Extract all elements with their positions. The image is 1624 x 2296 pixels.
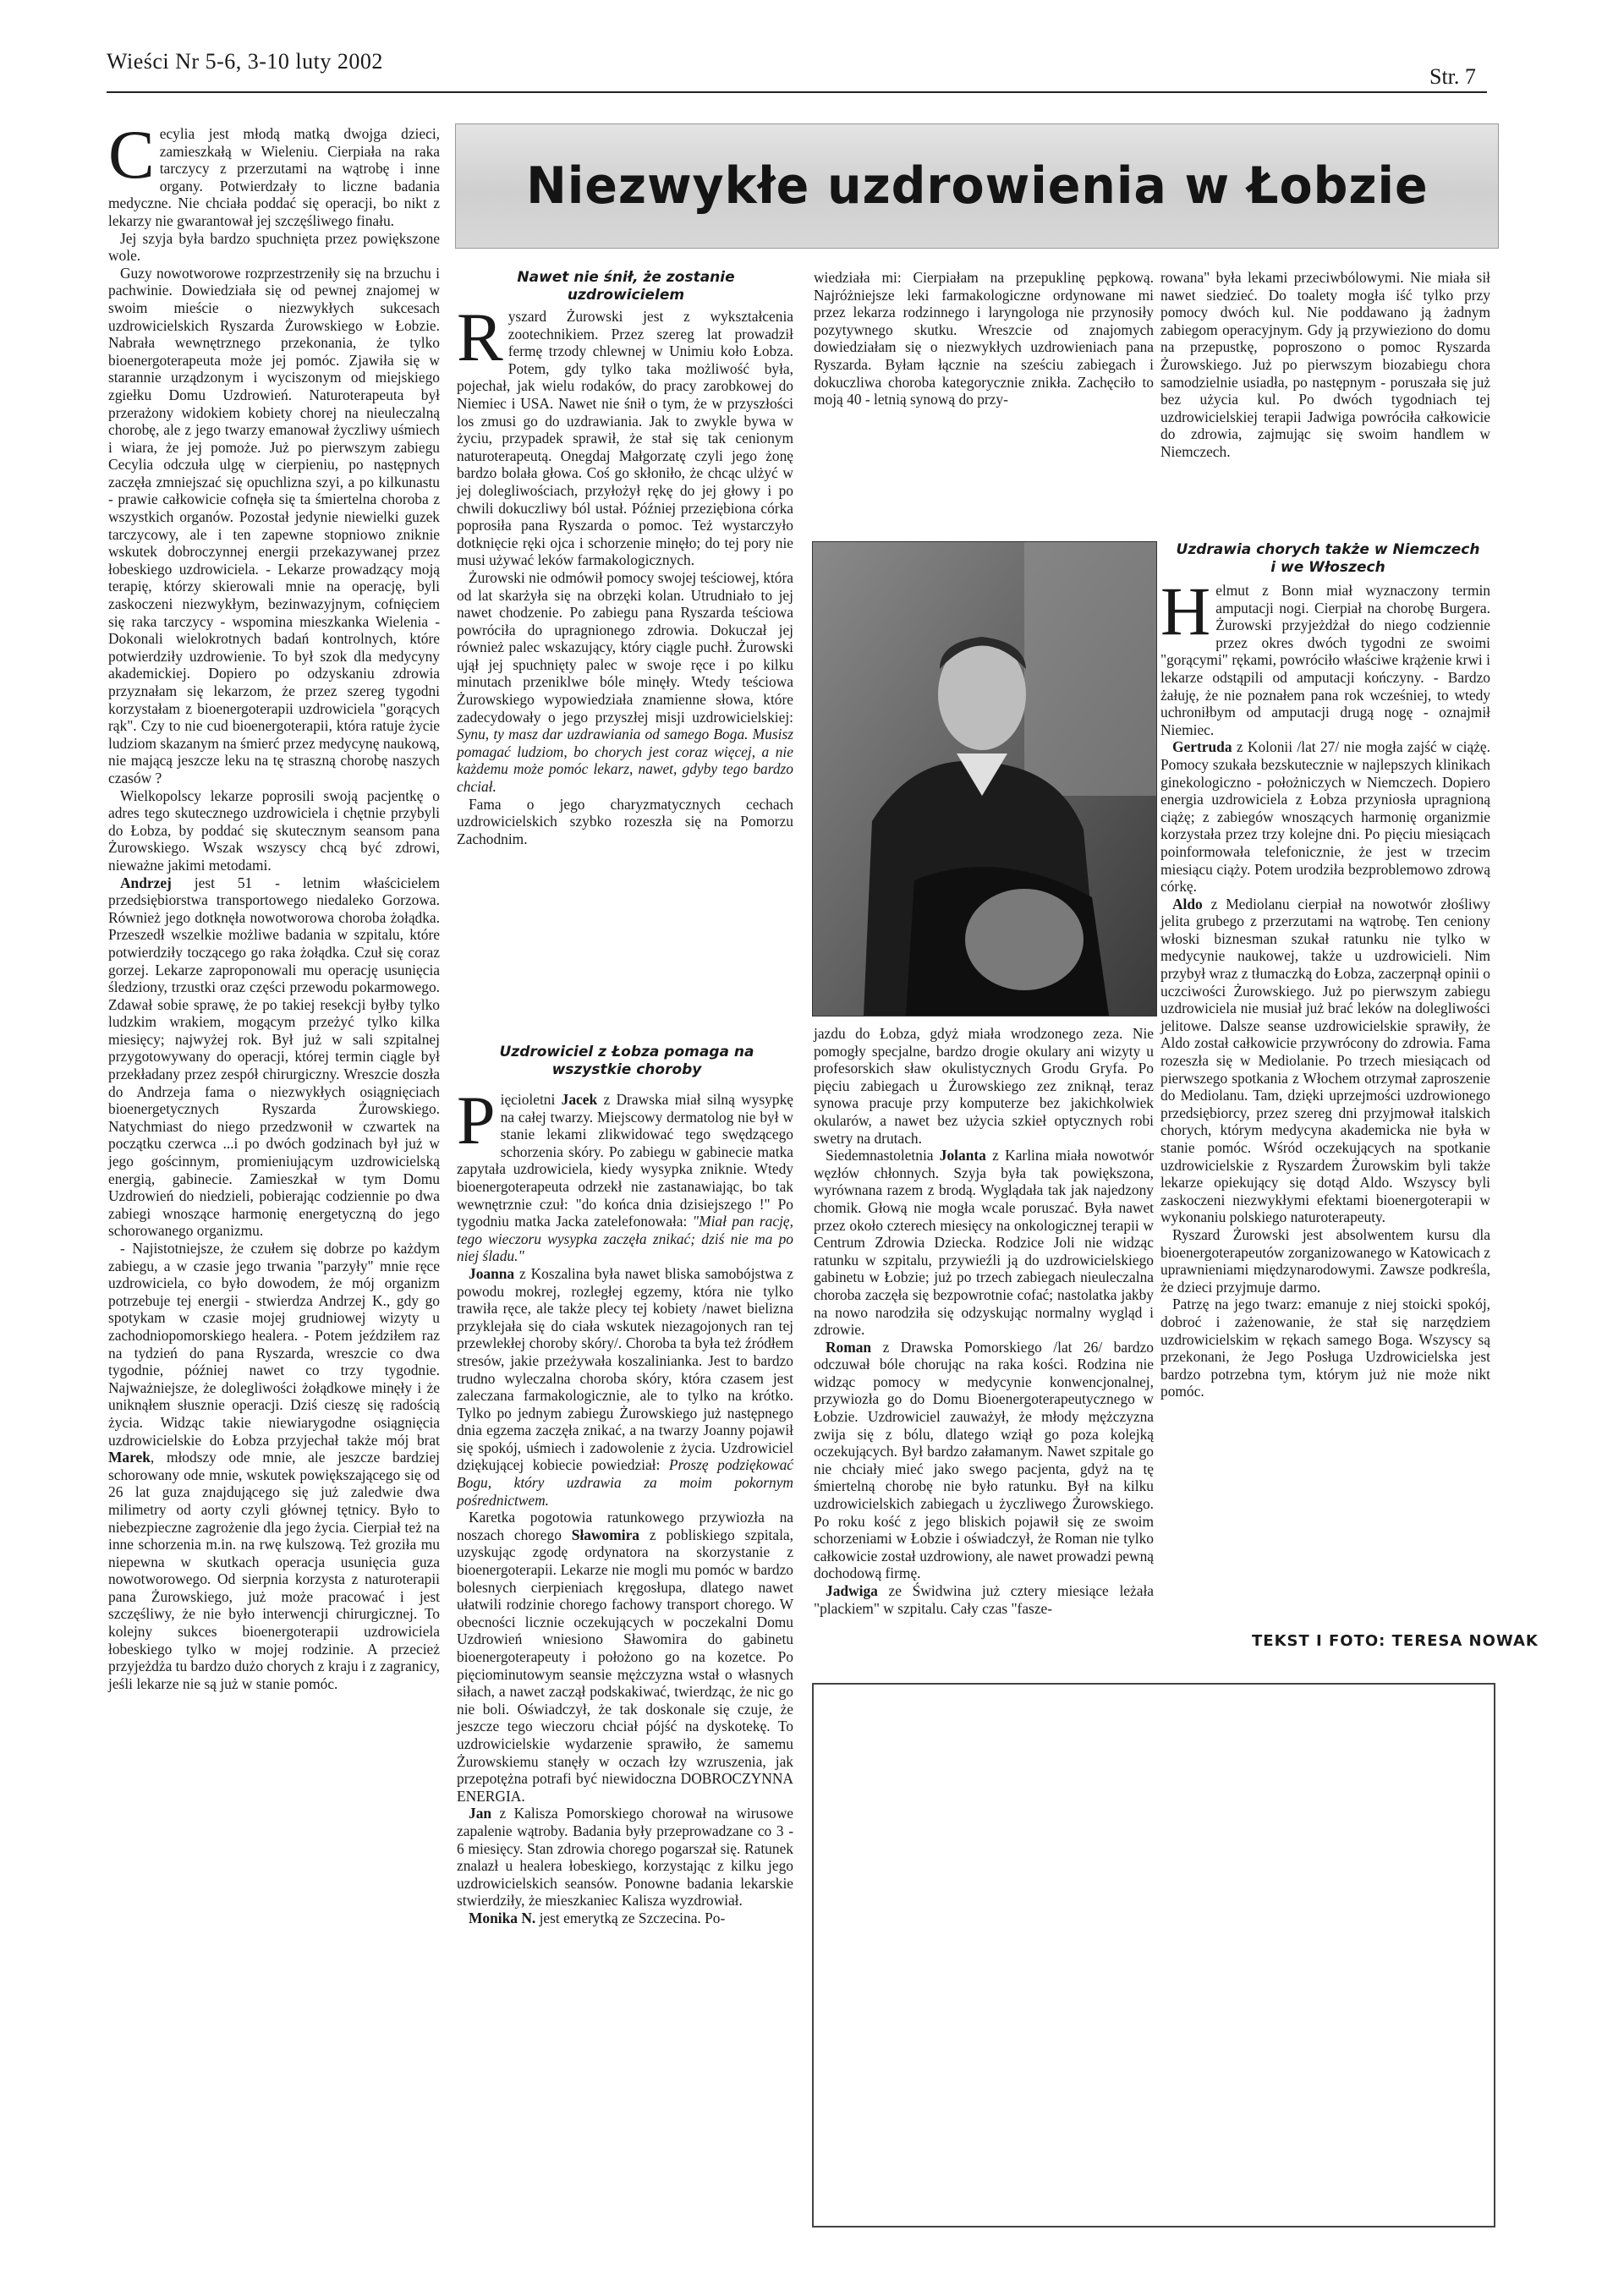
- col3-para-jolanta: [814, 1147, 1154, 1339]
- person-name: Roman: [826, 1338, 872, 1356]
- drop-cap: C: [108, 116, 155, 193]
- col2-p4a: ięcioletni: [500, 1091, 562, 1108]
- col4-p5: Ryszard Żurowski jest absolwentem kursu dla bioenergoterapeutów zorganizowanego w Katowicach z uprawnieniami międzynarodowymi. Zawsze podkreśla, że dzieci przyjmuje darmo.: [1160, 1225, 1490, 1296]
- subhead-2: Uzdrowiciel z Łobza pomaga na wszystkie choroby: [499, 1044, 754, 1078]
- col3-para-roman: [814, 1339, 1154, 1582]
- col4-p2: elmut z Bonn miał wyznaczony termin amputacji nogi. Cierpiał na chorobę Burgera. Żurowski przyjeżdżał do niego codziennie przez okres dwóch tygodni ze swoimi "gorącymi" rękami, powróciło właściwe krążenie krwi i lekarze odstąpili od amputacji kończyny. - Bardzo żałuję, że nie poznałem pana rok wcześniej, to wtedy uchroniłbym od amputacji drugą nogę - oznajmił Niemiec.: [1160, 582, 1490, 738]
- col1-p3: Guzy nowotworowe rozprzestrzeniły się na brzuchu i pachwinie. Dowiedziała się od pewnej znajomej w swoim mieście o niezwykłych sukcesach uzdrowicielskich Ryszarda Żurowskiego w Łobzie. Nabrała wewnętrznego przekonania, że tylko bioenergoterapeuta może jej pomóc. Zjawiła się w starannie urządzonym i wyciszonym od miejskiego zgiełku Domu Uzdrowień. Naturoterapeuta był przerażony widokiem kobiety chorej na nieuleczalną chorobę, ale z jego twarzy emanował życzliwy uśmiech i wiara, że jej pomoże. Już po pierwszym zabiegu Cecylia odczuła ulgę w cierpieniu, po następnych zaczęła zmniejszać się opuchlizna szyi, a po kilkunastu - prawie całkowicie cofnęła się ta śmiertelna choroba z wszystkich organów. Pozostał jedynie niewielki guzek tarczycowy, ale i ten zapewne stopniowo zniknie wskutek dobroczynnej energii przekazywanej przez łobeskiego uzdrowiciela. - Lekarze prowadzący moją terapię, którzy skierowali mnie na operację, byli zaskoczeni niezwykłym, bezinwazyjnym, cofnięciem się raka tarczycy - wspomina mieszkanka Wielenia - Dokonali wielokrotnych badań kontrolnych, które potwierdziły uzdrowienie. To był szok dla medycyny akademickiej. Dopiero po odzyskaniu zdrowia przyznałam się lekarzom, że przez szereg tygodni korzystałam z bioenergoterapii uzdrowiciela "gorących rąk". Czy to nie cud bioenergoterapii, która ratuje życie ludziom skazanym na śmierć przez medycynę naukową, nie mającą jeszcze leku na tę straszną chorobę naszych czasów ?: [108, 264, 440, 786]
- col4-para-helmut: [1160, 573, 1490, 738]
- column-3-lower: [814, 1025, 1154, 1617]
- col3-p4: z Drawska Pomorskiego /lat 26/ bardzo odczuwał bóle chorując na raka kości. Rodzina nie widząc pomocy w medycynie konwencjonalnej, przywiozła go do Domu Bioenergoterapeutycznego w Łobzie. Uzdrowiciel zauważył, że młody mężczyzna zwija się z bólu, dlatego wziął go poza kolejką oczekujących. Był bardzo załamanym. Nawet szpitale go nie chciały mieć jako swego pacjenta, gdyż na tę śmiertelną chorobę nie było ratunku. Był na kilku uzdrowicielskich zabiegach u życzliwego Żurowskiego. Po roku kość z jego bliskich pojawił się ze swoim schorzeniami w Łobzie i oświadczył, że Roman nie tylko całkowicie został uzdrowiony, ale nawet prowadzi pewną dochodową firmę.: [814, 1338, 1154, 1582]
- col2-p5: z Koszalina była nawet bliska samobójstwa z powodu mokrej, rozległej egzemy, która nie tylko trawiła ręce, ale także plecy tej kobiety /nawet bielizna przyklejała się do ciała wskutek niezagojonych ran tej przewlekłej choroby skóry/. Choroba ta była też źródłem stresów, jakie przeżywała koszalinianka. Jest to bardzo trudno wyleczalna choroba skóry, która czasem jest zaleczana farmakologicznie, ale to tylko na krótko. Tylko po jednym zabiegu Żurowskiego już następnego dnia egzema zaczęła znikać, a na twarzy Joanny pojawił się spokój, uśmiech i zadowolenie z życia. Uzdrowiciel dziękującej kobiecie powiedział:: [457, 1264, 793, 1474]
- col1-p4: Wielkopolscy lekarze poprosili swoją pacjentkę o adres tego skutecznego uzdrowiciela i chętnie przybyli do Łobza, by poddać się skutecznym seansom pana Żurowskiego. Wszak wszyscy chcą być zdrowi, nieważne jakimi metodami.: [108, 786, 440, 874]
- col3-para-jadwiga: [814, 1582, 1154, 1617]
- col2-para-joanna: [457, 1265, 793, 1509]
- person-name: Aldo: [1172, 895, 1203, 912]
- col1-p1: ecylia jest młodą matką dwojga dzieci, zamieszkałą w Wieleniu. Cierpiała na raka tarczycy z przerzutami na wątrobę i inne organy. Potwierdzały to liczne badania medyczne. Nie chciała poddać się operacji, bo nikt z lekarzy nie gwarantował jej szczęśliwego finału.: [108, 125, 440, 229]
- col1-para-quote: [108, 1240, 440, 1692]
- col1-p6-end: , młodszy ode mnie, ale jeszcze bardziej schorowany ode mnie, wskutek powiększającego się od 26 lat guza znajdującego się już zaledwie dwa milimetry od aorty czyli głównej tętnicy. Było to niebezpieczne zagrożenie dla jego życia. Cierpiał też na inne schorzenia m.in. na rwę kulszową. Też groziła mu niepewna w skutkach operacja usunięcia guza nowotworowego. Od sierpnia korzysta z naturoterapii pana Żurowskiego, już może pracować i jest szczęśliwy, że nie było interwencji chirurgicznej. To kolejny sukces bioenergoterapii uzdrowiciela łobeskiego tylko w mojej rodzinie. A przecież przyjeżdża tu bardzo dużo chorych z kraju i z zagranicy, jeśli lekarze nie są już w stanie pomóc.: [108, 1449, 440, 1692]
- col2-p1: yszard Żurowski jest z wykształcenia zootechnikiem. Przez szereg lat prowadził fermę trzody chlewnej w Unimiu koło Łobza. Potem, gdy tylko taka możliwość była, pojechał, jak wielu rodaków, do pracy zarobkowej do Niemiec i USA. Nawet nie śnił o tym, że w przyszłości los zmusi go do uzdrawiania. Jak to zwykle bywa w życiu, przypadek sprawił, że stał się tak cenionym naturoterapeutą. Onegdaj Małgorzatę czyli jego żonę bardzo bolała głowa. Coś go skłoniło, że chcąc ulżyć w jej dolegliwościach, przyłożył rękę do jej głowy i po chwili dokuczliwy ból ustał. Później przeziębiona córka poprosiła pana Ryszarda o pomoc. Też wystarczyło dotknięcie ręki ojca i schorzenie minęło; do tej pory nie musi używać leków farmakologicznych.: [457, 308, 793, 569]
- col2-para-jacek: [457, 1082, 793, 1265]
- col2-p7: z Kalisza Pomorskiego chorował na wirusowe zapalenie wątroby. Badania były przeprowadzane co 3 - 6 miesięcy. Stan zdrowia chorego pogarszał się. Ratunek znalazł u healera łobeskiego, korzystając z kilku jego uzdrowicielskich seansów. Ponowne badania lekarskie stwierdziły, że mieszkaniec Kalisza wyzdrowiał.: [457, 1805, 793, 1910]
- column-4: [1160, 269, 1490, 461]
- col2-p6b: z pobliskiego szpitala, uzyskując zgodę ordynatora na skorzystanie z bioenergoterapii. Lekarze nie mogli mu pomóc w bardzo bolesnych cierpieniach kręgosłupa, dlatego nawet ułatwili rodzinie chorego fachowy transport chorego. W obecności licznie oczekujących w poczekalni Domu Uzdrowień wniesiono Sławomira do gabinetu bioenergoterapeuty i położono go na kozetce. Po pięciominutowym seansie mężczyzna wstał o własnych siłach, a nawet zaczął podskakiwać, twierdząc, że nic go nie boli. Oświadczył, że tak doskonale się czuje, że jeszcze tego wieczoru chciał pójść na dyskotekę. To uzdrowicielskie wydarzenie sprawiło, że samemu Żurowskiemu stanęły w oczach łzy wzruszenia, jak przepotężna potrafi być niewidoczna DOBROCZYNNA ENERGIA.: [457, 1526, 793, 1805]
- col4-p4: z Mediolanu cierpiał na nowotwór złośliwy jelita grubego z przerzutami na wątrobę. Ten ceniony włoski biznesman szukał ratunku nie tylko w medycynie naukowej, także u uzdrowicieli. Nim przybył wraz z tłumaczką do Łobza, zaczerpnął opinii o uczciwości Żurowskiego. Już po pierwszym zabiegu uzdrowiciela nie musiał już brać leków na dolegliwości jelitowe. Dalsze seanse uzdrowicielskie sprawiły, że Aldo został całkowicie przywrócony do zdrowia. Fama rozeszła się w Mediolanie. Po trzech miesiącach od pierwszego spotkania z Włochem otrzymał zaproszenie do Mediolanu. Tam, dzięki uprzejmości uzdrowionego przedsiębiorcy, przez szereg dni przyjmował italskich chorych, którym medycyna akademicka nie była w stanie pomóc. Wśród oczekujących na spotkanie uzdrowicielskie z Ryszardem Żurowskim byli także lekarze opiekujący się dotąd Aldo. Wszyscy byli zaskoczeni niezwykłymi efektami bioenergoterapii w wykonaniu polskiego naturoterapeuty.: [1160, 895, 1490, 1226]
- person-name: Gertruda: [1172, 738, 1232, 756]
- person-name: Marek: [108, 1449, 151, 1466]
- col1-p2: Jej szyja była bardzo spuchnięta przez powiększone wole.: [108, 229, 440, 265]
- headline: Niezwykłe uzdrowienia w Łobzie: [525, 156, 1429, 216]
- col1-para-andrzej: [108, 874, 440, 1240]
- column-2: [457, 299, 793, 847]
- col2-para-2: [457, 569, 793, 796]
- col4-para-gertruda: [1160, 738, 1490, 895]
- col1-para: [108, 116, 440, 230]
- person-name: Monika N.: [469, 1909, 536, 1926]
- col1-p6: - Najistotniejsze, że czułem się dobrze po każdym zabiegu, a w czasie jego trwania "parzyły" mnie ręce uzdrowiciela, co było dowodem, że mój organizm potrzebuje tej energii - stwierdza Andrzej K., gdy go spotykam w czasie mojej grudniowej wizyty u zachodniopomorskiego healera. - Potem jeździłem raz na tydzień do pana Ryszarda, wreszcie co dwa tygodnie, później nawet co trzy tygodnie. Najważniejsze, że dolegliwości żołądkowe minęły i że uniknąłem słusznie operacji. Dziś cieszę się radością życia. Widząc takie niewiarygodne osiągnięcia uzdrowicielskie do Łobza przyjechał także mój brat: [108, 1240, 440, 1449]
- person-name: Jolanta: [939, 1147, 986, 1164]
- subhead-3: Uzdrawia chorych także w Niemczech i we Włoszech: [1176, 541, 1480, 576]
- col2-p2: Żurowski nie odmówił pomocy swojej teściowej, która od lat skarżyła się na obrzęki kolan. Utrudniało to jej nawet chodzenie. Po zabiegu pana Ryszarda teściowa powróciła do upragnionego zdrowia. Dokuczał jej również palec wskazujący, który ciągle puchł. Żurowski ujął jej spuchnięty palec w swoje ręce i po kilku minutach przeniklwe bóle minęły. Wtedy teściowa Żurowskiego wypowiedziała znamienne słowa, które zadecydowały o jego przyszłej misji uzdrowicielskiej:: [457, 568, 793, 726]
- person-name: Joanna: [469, 1264, 515, 1282]
- blank-frame: [812, 1683, 1495, 2228]
- drop-cap: H: [1160, 573, 1211, 649]
- col2-p8: jest emerytką ze Szczecina. Po-: [535, 1909, 726, 1926]
- col2-para-jan: [457, 1805, 793, 1910]
- header-rule: [107, 91, 1487, 93]
- quote: "Miał pan rację, tego wieczoru wysypka zaczęła znikać; dziś nie ma po niej śladu.": [457, 1213, 793, 1265]
- col2-p3: Fama o jego charyzmatycznych cechach uzdrowicielskich szybko rozeszła się na Pomorzu Zachodnim.: [457, 795, 793, 847]
- col2-para: [457, 299, 793, 569]
- running-head: Wieści Nr 5-6, 3-10 luty 2002: [107, 49, 383, 74]
- col2-para-monika: [457, 1910, 793, 1927]
- col3-p5: ze Świdwina już cztery miesiące leżała "plackiem" w szpitalu. Cały czas "fasze-: [814, 1582, 1154, 1617]
- quote: Proszę podziękować Bogu, który uzdrawia za moim pokornym pośrednictwem.: [457, 1456, 793, 1509]
- col2-p4b: z Drawska miał silną wysypkę na całej twarzy. Miejscowy dermatolog nie był w stanie lekami zlikwidować tego swędzącego schorzenia skóry. Po zabiegu w gabinecie matka zapytała uzdrowiciela, kiedy wysypka zniknie. Wtedy bioenergoterapeuta odrzekł nie zastanawiając, bo tak wewnętrznie czuł: "do końca dnia dzisiejszego !" Po tygodniu matka Jacka zatelefonowała:: [457, 1091, 793, 1230]
- quote: Synu, ty masz dar uzdrawiania od samego Boga. Musisz pomagać ludziom, bo chorych jest coraz więcej, a nie każdemu może pomóc lekarz, nawet, gdyby tego bardzo chciał.: [457, 726, 793, 796]
- byline: TEKST I FOTO: TERESA NOWAK: [1252, 1632, 1539, 1650]
- headline-banner: [455, 123, 1499, 249]
- col4-p6: Patrzę na jego twarz: emanuje z niej stoicki spokój, dobroć i zażenowanie, że stał się narzędziem uzdrowicielskim w rękach samego Boga. Wszyscy są przekonani, że Jego Posługa Uzdrowicielska jest bardzo potrzebna tym, którym już nie może nikt pomóc.: [1160, 1296, 1490, 1400]
- article-photo: [812, 541, 1157, 1016]
- person-name: Jacek: [561, 1091, 598, 1108]
- person-name: Sławomira: [571, 1526, 639, 1543]
- column-4-lower: [1160, 573, 1490, 1400]
- col4-p3: z Kolonii /lat 27/ nie mogła zajść w ciążę. Pomocy szukała bezskutecznie w najlepszych klinikach ginekologiczno - położniczych w Niemczech. Dopiero energia uzdrowiciela z Łobza przyniosła upragnioną ciążę; z zabiegów wnoszących harmonię organizmie korzystała przez trzy kolejne dni. Po pięciu miesiącach poinformowała telefonicznie, że jest w trzecim miesiącu ciąży. Potem urodziła bezproblemowo zdrową córkę.: [1160, 738, 1490, 896]
- col4-p1: rowana" była lekami przeciwbólowymi. Nie miała sił nawet siedzieć. Do toalety mogła iść tylko przy pomocy dwóch kul. Nie poddawano ją żadnym zabiegom operacyjnym. Gdy ją przywieziono do domu na przepustkę, poproszono o pomoc Ryszarda Żurowskiego. Już po pierwszym biozabiegu chora samodzielnie usiadła, po następnym - poruszała się już bez użycia kul. Po dwóch tygodniach tej uzdrowicielskiej terapii Jadwiga powróciła całkowicie do zdrowia, zajmując się swoim handlem w Niemczech.: [1160, 269, 1490, 460]
- column-3-top: [814, 269, 1154, 408]
- person-name: Jadwiga: [826, 1582, 878, 1599]
- person-name: Andrzej: [120, 874, 172, 891]
- page-number: Str. 7: [1429, 64, 1476, 89]
- col2-para-slawomir: [457, 1509, 793, 1805]
- col3-p1: wiedziała mi: Cierpiałam na przepuklinę pępkową. Najróżniejsze leki farmakologiczne ordynowane mi przez lekarza rodzinnego i laryngologa nie przynosiły pozytywnego skutku. Wreszcie od znajomych dowiedziałam się o niezwykłych uzdrowieniach pana Ryszarda. Byłam łącznie na sześciu zabiegach i dokuczliwa choroba kategorycznie znikła. Zachęciło to moją 40 - letnią synową do przy-: [814, 269, 1154, 408]
- drop-cap: R: [457, 299, 503, 375]
- col4-para-aldo: [1160, 896, 1490, 1226]
- col3-p3a: Siedemnastoletnia: [826, 1147, 940, 1164]
- col3-p3b: z Karlina miała nowotwór węzłów chłonnych. Szyja była tak powiększona, wyrównana razem z brodą. Wyglądała tak jak najedzony chomik. Głową nie mogła wcale poruszać. Była nawet przez około czterech miesięcy na onkologicznej terapii w Centrum Zdrowia Dziecka. Rodzice Joli nie widząc ratunku w szpitalu, przywieźli ją do uzdrowicielskiego gabinetu w Łobzie; już po trzech zabiegach nieuleczalna choroba zaczęła się bezpowrotnie cofać; nastolatka jakby na nowo narodziła się odzyskując normalny wygląd i zdrowie.: [814, 1147, 1154, 1339]
- subhead-1: Nawet nie śnił, że zostanie uzdrowicielem: [517, 269, 735, 304]
- col1-p5: jest 51 - letnim właścicielem przedsiębiorstwa transportowego niedaleko Gorzowa. Również jego dotknęła nowotworowa choroba żołądka. Przeszedł wszelkie możliwe badania w szpitalu, które potwierdziły toczącego go raka żołądka. Czuł się coraz gorzej. Lekarze zaproponowali mu operację usunięcia śledziony, trzustki oraz części przewodu pokarmowego. Zdawał sobie sprawę, że po takiej resekcji byłby tylko ludzkim wrakiem, mogącym przeżyć tylko kilka miesięcy; najwyżej rok. Był już w sali szpitalnej przygotowywany do operacji, której termin ciągle był przekładany przez zespół chirurgiczny. Wreszcie doszła do Andrzeja fama o niezwykłych osiągnięciach bioenergetycznych Ryszarda Żurowskiego. Natychmiast do niego przedzwonił w czwartek na początku czerwca ...i po dwóch godzinach był już w jego gościnnym, promieniującym uzdrowicielską energią, gabinecie. Zamieszkał w tym Domu Uzdrowień do niedzieli, pobierając codziennie po dwa zabiegi wnoszące harmonię energetyczną do jego schorowanego organizmu.: [108, 874, 440, 1240]
- drop-cap: P: [457, 1082, 496, 1159]
- person-name: Jan: [469, 1805, 492, 1822]
- column-2-lower: [457, 1082, 793, 1927]
- portrait-photo-image: [813, 542, 1156, 1016]
- col2-p6a: Karetka pogotowia ratunkowego przywiozła na noszach chorego: [457, 1509, 793, 1543]
- column-1: [108, 116, 440, 1692]
- col3-p2: jazdu do Łobza, gdyż miała wrodzonego zeza. Nie pomogły specjalne, bardzo drogie okulary ani wizyty u profesorskich sław okulistycznych Grodu Gryfa. Po pięciu zabiegach u Żurowskiego zez zniknął, teraz synowa pracuje przy komputerze bez jakichkolwiek okularów, a nawet bez użycia szkieł optycznych robi swetry na drutach.: [814, 1025, 1154, 1147]
